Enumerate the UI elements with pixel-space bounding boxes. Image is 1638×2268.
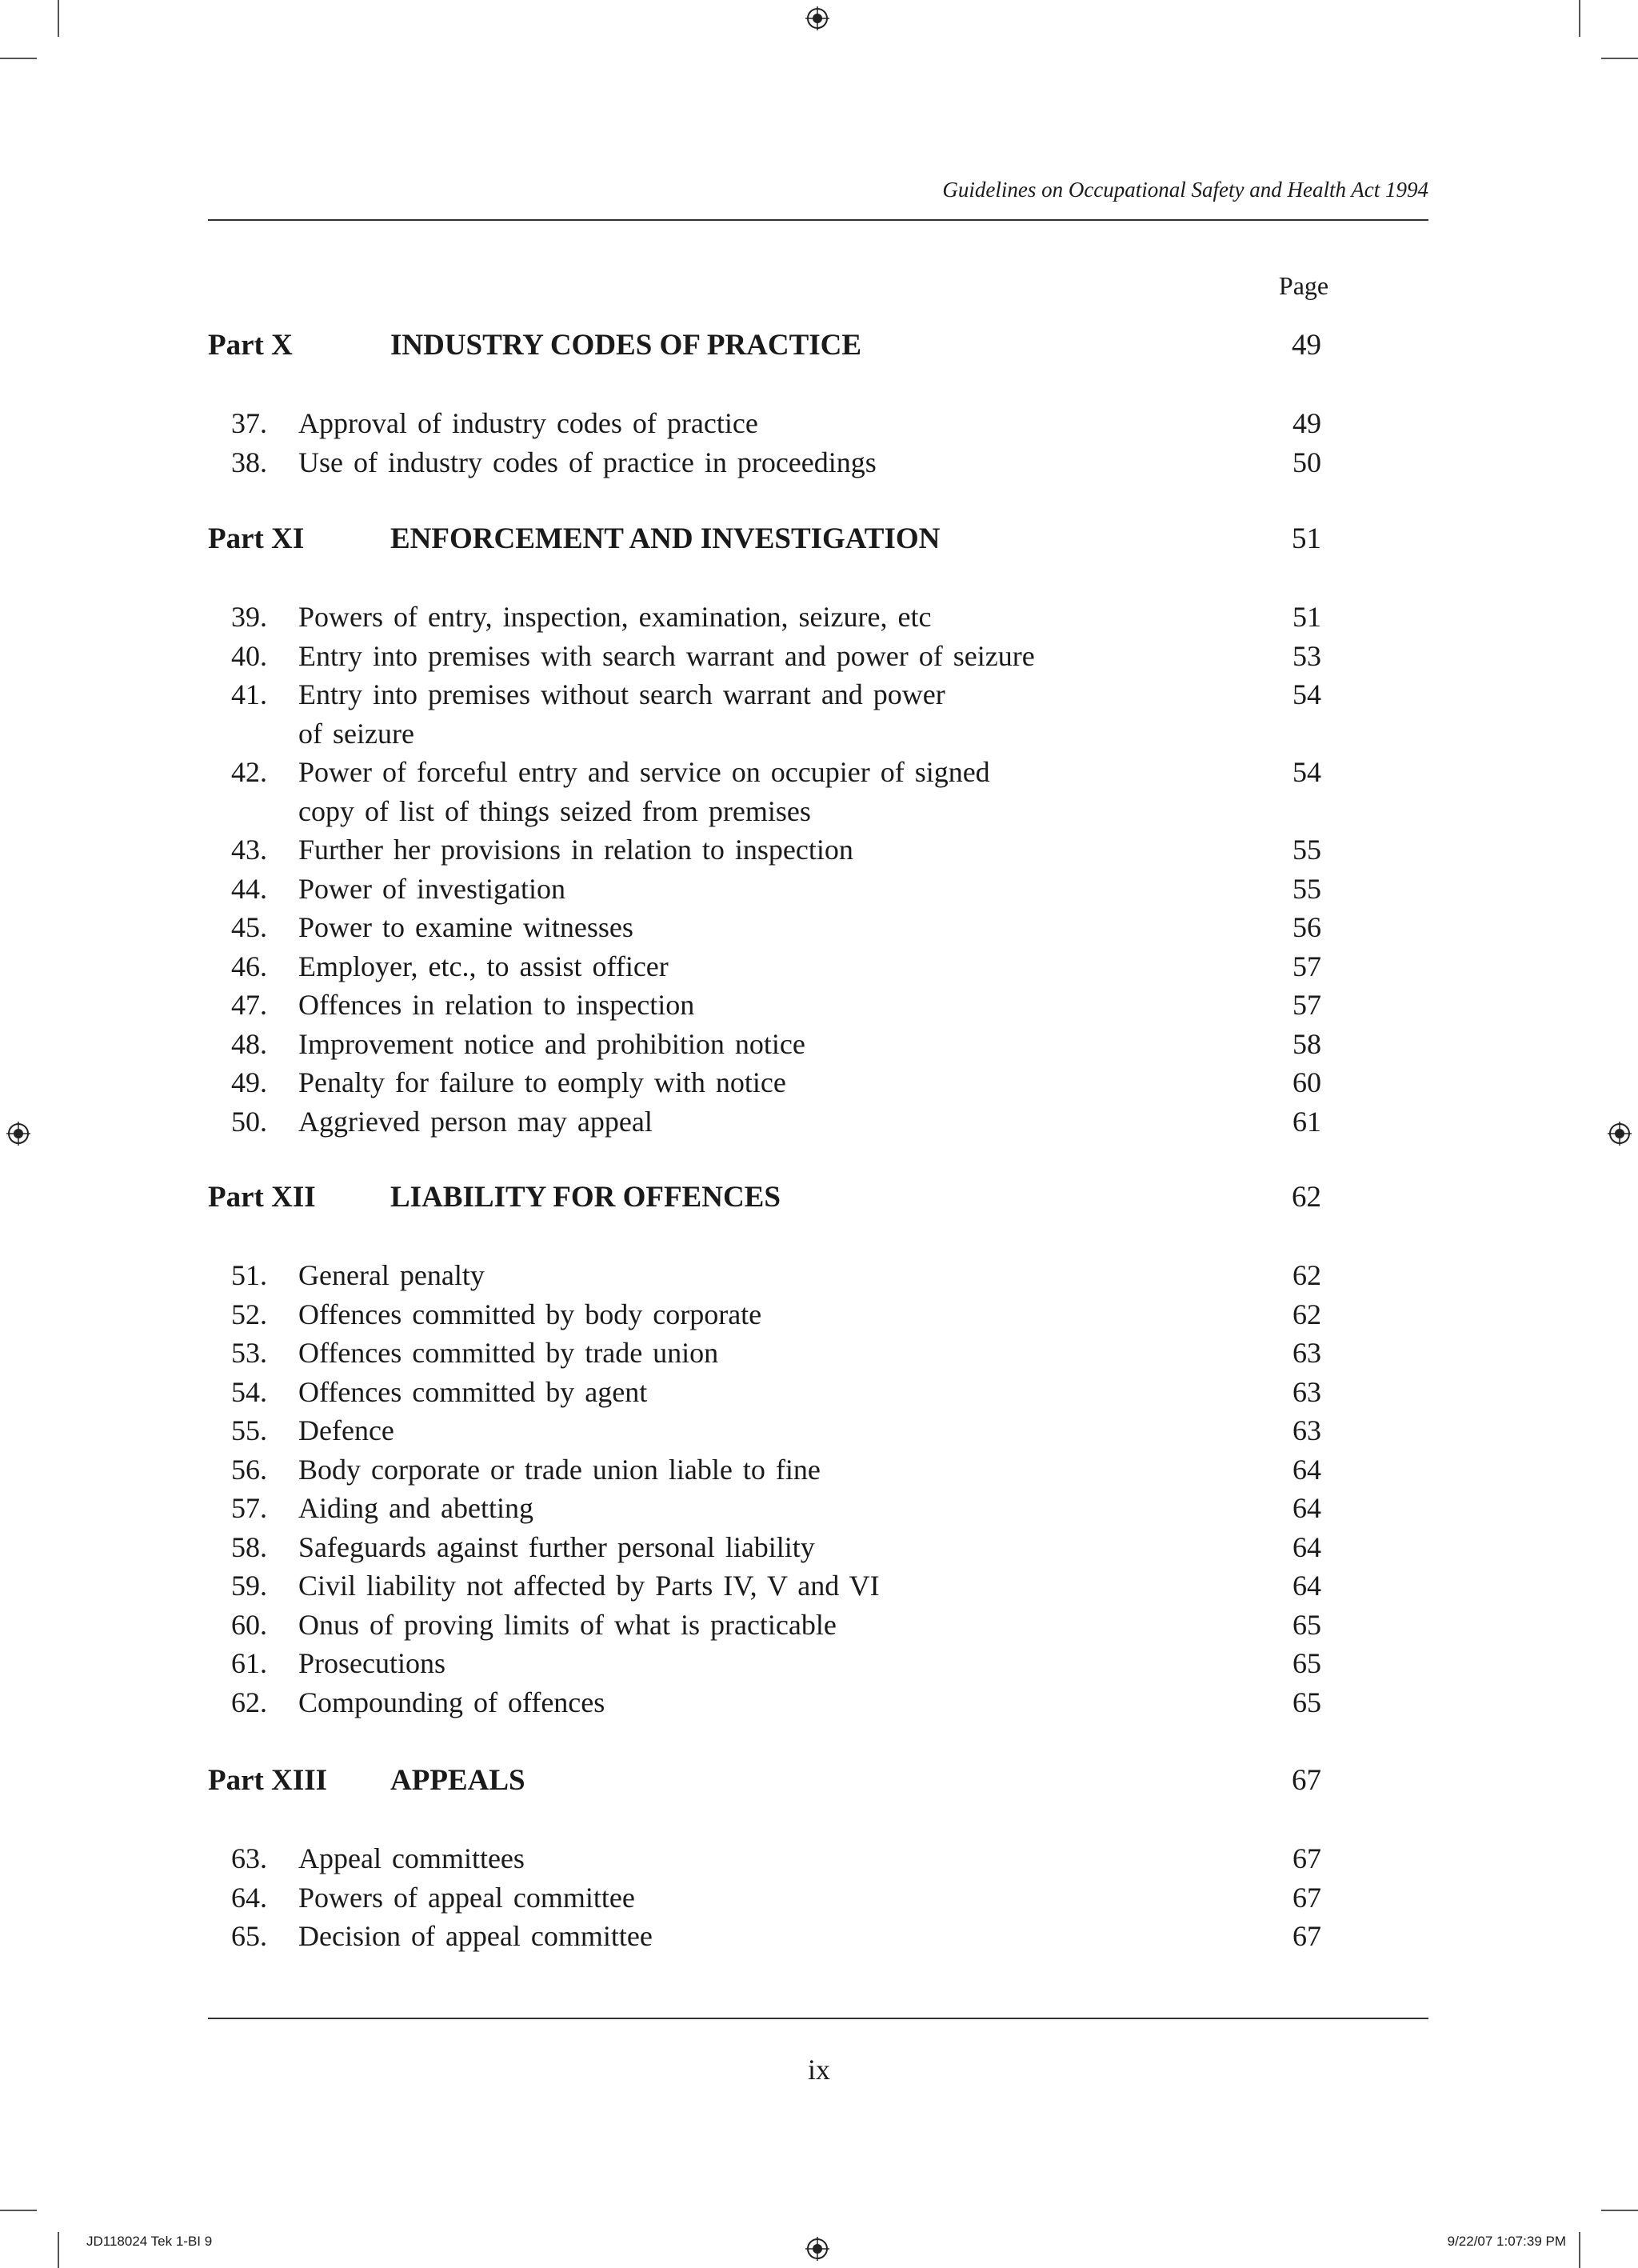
section-page-number: 57 xyxy=(1292,989,1321,1021)
section-title: Power of forceful entry and service on occupier of signed copy of list of things seized from premises xyxy=(298,756,990,827)
section-title: Body corporate or trade union liable to fine xyxy=(298,1453,821,1486)
toc-entry xyxy=(208,1566,1321,1606)
section-page-number: 63 xyxy=(1292,1375,1321,1408)
section-number: 56. xyxy=(231,1453,267,1486)
section-page-number: 56 xyxy=(1292,911,1321,943)
crop-mark xyxy=(58,2232,59,2268)
section-page-number: 51 xyxy=(1292,601,1321,633)
section-number: 48. xyxy=(231,1027,267,1060)
section-page-number: 55 xyxy=(1292,872,1321,905)
toc-entry xyxy=(208,1683,1321,1722)
section-number: 43. xyxy=(231,834,267,866)
section-page-number: 49 xyxy=(1292,407,1321,439)
section-page-number: 54 xyxy=(1292,678,1321,710)
registration-mark-icon xyxy=(1608,1122,1632,1146)
section-title: Penalty for failure to eomply with notice xyxy=(298,1066,786,1098)
crop-mark xyxy=(1601,58,1638,59)
part-heading xyxy=(208,1178,1321,1217)
section-title: Prosecutions xyxy=(298,1647,445,1679)
crop-mark xyxy=(1579,2232,1580,2268)
section-page-number: 62 xyxy=(1292,1298,1321,1330)
section-page-number: 57 xyxy=(1292,950,1321,982)
running-head: Guidelines on Occupational Safety and Health Act 1994 xyxy=(942,178,1428,202)
section-number: 44. xyxy=(231,872,267,905)
section-title: Aiding and abetting xyxy=(298,1492,533,1524)
toc-entry xyxy=(208,830,1321,870)
section-page-number: 64 xyxy=(1292,1453,1321,1486)
section-number: 37. xyxy=(231,407,267,439)
section-page-number: 67 xyxy=(1292,1920,1321,1952)
section-title: Powers of appeal committee xyxy=(298,1881,635,1914)
toc-entry xyxy=(208,1256,1321,1295)
section-number: 38. xyxy=(231,446,267,478)
section-page-number: 65 xyxy=(1292,1608,1321,1641)
section-number: 60. xyxy=(231,1608,267,1641)
toc-entry xyxy=(208,1102,1321,1142)
section-title: Appeal committees xyxy=(298,1842,525,1874)
part-title: LIABILITY FOR OFFENCES xyxy=(390,1181,781,1214)
part-page-number: 62 xyxy=(1292,1181,1321,1214)
section-title: General penalty xyxy=(298,1259,485,1291)
print-slug-right: 9/22/07 1:07:39 PM xyxy=(1447,2234,1566,2249)
header-rule xyxy=(208,219,1428,221)
toc-entry xyxy=(208,986,1321,1025)
toc-entry xyxy=(208,1528,1321,1567)
section-title: Onus of proving limits of what is practicable xyxy=(298,1608,837,1641)
section-number: 41. xyxy=(231,678,267,710)
section-page-number: 58 xyxy=(1292,1027,1321,1060)
part-title: ENFORCEMENT AND INVESTIGATION xyxy=(390,522,941,555)
section-number: 51. xyxy=(231,1259,267,1291)
section-number: 57. xyxy=(231,1492,267,1524)
part-number: Part XIII xyxy=(208,1764,328,1797)
part-heading xyxy=(208,326,1321,365)
toc-entry xyxy=(208,1411,1321,1450)
section-number: 64. xyxy=(231,1881,267,1914)
footer-rule xyxy=(208,2018,1428,2019)
toc-entry xyxy=(208,1839,1321,1878)
section-page-number: 65 xyxy=(1292,1686,1321,1718)
section-number: 54. xyxy=(231,1375,267,1408)
section-page-number: 67 xyxy=(1292,1881,1321,1914)
section-title: Use of industry codes of practice in proceedings xyxy=(298,446,877,478)
section-page-number: 67 xyxy=(1292,1842,1321,1874)
section-title: Offences committed by trade union xyxy=(298,1337,719,1369)
section-title: Offences in relation to inspection xyxy=(298,989,695,1021)
section-page-number: 64 xyxy=(1292,1570,1321,1602)
section-page-number: 64 xyxy=(1292,1530,1321,1563)
section-title: Civil liability not affected by Parts IV, V and VI xyxy=(298,1570,880,1602)
section-number: 58. xyxy=(231,1530,267,1563)
toc-entry xyxy=(208,1917,1321,1956)
section-page-number: 62 xyxy=(1292,1259,1321,1291)
section-page-number: 60 xyxy=(1292,1066,1321,1098)
crop-mark xyxy=(1601,2210,1638,2211)
toc-entry xyxy=(208,1450,1321,1490)
section-title: Aggrieved person may appeal xyxy=(298,1105,653,1138)
section-number: 40. xyxy=(231,639,267,672)
crop-mark xyxy=(1579,0,1580,37)
section-title: Power to examine witnesses xyxy=(298,911,633,943)
section-number: 39. xyxy=(231,601,267,633)
toc-entry xyxy=(208,1878,1321,1918)
section-title: Entry into premises with search warrant and power of seizure xyxy=(298,639,1035,672)
crop-mark xyxy=(0,58,37,59)
registration-mark-icon xyxy=(6,1122,30,1146)
section-title: Decision of appeal committee xyxy=(298,1920,653,1952)
part-page-number: 51 xyxy=(1292,522,1321,555)
part-number: Part X xyxy=(208,329,293,362)
section-number: 42. xyxy=(231,756,267,788)
toc-entry xyxy=(208,1025,1321,1064)
toc-entry xyxy=(208,1373,1321,1412)
toc-entry xyxy=(208,870,1321,909)
section-page-number: 53 xyxy=(1292,639,1321,672)
toc-entry xyxy=(208,1334,1321,1373)
toc-entry xyxy=(208,1063,1321,1102)
toc-entry xyxy=(208,675,1321,753)
print-slug-left: JD118024 Tek 1-BI 9 xyxy=(86,2234,213,2249)
toc-entry xyxy=(208,1606,1321,1645)
section-page-number: 64 xyxy=(1292,1492,1321,1524)
crop-mark xyxy=(58,0,59,37)
section-number: 50. xyxy=(231,1105,267,1138)
part-number: Part XII xyxy=(208,1181,316,1214)
toc-entry xyxy=(208,443,1321,482)
section-number: 55. xyxy=(231,1414,267,1446)
section-page-number: 63 xyxy=(1292,1337,1321,1369)
section-number: 62. xyxy=(231,1686,267,1718)
section-number: 52. xyxy=(231,1298,267,1330)
section-number: 61. xyxy=(231,1647,267,1679)
registration-mark-icon xyxy=(805,6,829,30)
section-number: 47. xyxy=(231,989,267,1021)
section-number: 45. xyxy=(231,911,267,943)
section-number: 63. xyxy=(231,1842,267,1874)
part-number: Part XI xyxy=(208,522,305,555)
toc-entry xyxy=(208,753,1321,830)
toc-entry xyxy=(208,1644,1321,1683)
part-title: INDUSTRY CODES OF PRACTICE xyxy=(390,329,862,362)
registration-mark-icon xyxy=(805,2237,829,2261)
toc-entry xyxy=(208,947,1321,986)
toc-entry xyxy=(208,598,1321,637)
section-number: 46. xyxy=(231,950,267,982)
section-number: 53. xyxy=(231,1337,267,1369)
section-number: 65. xyxy=(231,1920,267,1952)
section-title: Entry into premises without search warrant and power of seizure xyxy=(298,678,945,750)
page-column-label: Page xyxy=(1278,271,1329,300)
section-title: Offences committed by agent xyxy=(298,1375,648,1408)
part-title: APPEALS xyxy=(390,1764,525,1797)
section-title: Defence xyxy=(298,1414,394,1446)
part-page-number: 67 xyxy=(1292,1764,1321,1797)
section-page-number: 61 xyxy=(1292,1105,1321,1138)
section-title: Employer, etc., to assist officer xyxy=(298,950,669,982)
toc-entry xyxy=(208,637,1321,676)
part-page-number: 49 xyxy=(1292,329,1321,362)
toc-entry xyxy=(208,1295,1321,1334)
section-page-number: 55 xyxy=(1292,834,1321,866)
section-title: Improvement notice and prohibition notice xyxy=(298,1027,805,1060)
section-title: Offences committed by body corporate xyxy=(298,1298,762,1330)
section-title: Further her provisions in relation to inspection xyxy=(298,834,853,866)
toc-entry xyxy=(208,908,1321,947)
section-number: 49. xyxy=(231,1066,267,1098)
section-title: Approval of industry codes of practice xyxy=(298,407,758,439)
section-page-number: 54 xyxy=(1292,756,1321,788)
toc-entry xyxy=(208,404,1321,443)
section-title: Safeguards against further personal liability xyxy=(298,1530,815,1563)
part-heading xyxy=(208,520,1321,558)
section-title: Compounding of offences xyxy=(298,1686,605,1718)
section-page-number: 50 xyxy=(1292,446,1321,478)
section-title: Power of investigation xyxy=(298,872,565,905)
section-title: Powers of entry, inspection, examination, seizure, etc xyxy=(298,601,932,633)
part-heading xyxy=(208,1762,1321,1800)
toc-entry xyxy=(208,1489,1321,1528)
section-page-number: 65 xyxy=(1292,1647,1321,1679)
section-number: 59. xyxy=(231,1570,267,1602)
section-page-number: 63 xyxy=(1292,1414,1321,1446)
page-folio: ix xyxy=(807,2054,830,2086)
crop-mark xyxy=(0,2210,37,2211)
